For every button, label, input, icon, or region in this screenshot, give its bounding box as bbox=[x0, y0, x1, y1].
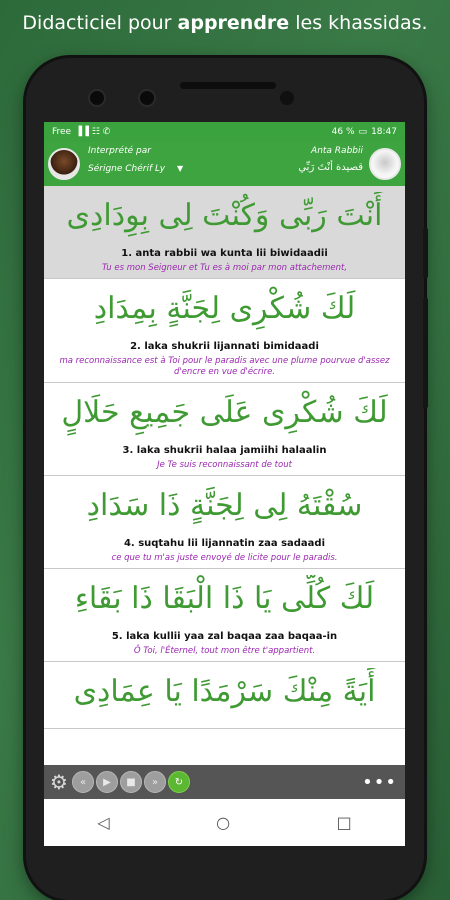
clock: 18:47 bbox=[371, 127, 397, 137]
chevron-down-icon[interactable]: ▼ bbox=[177, 164, 184, 173]
status-bar bbox=[44, 122, 405, 142]
verse-list[interactable] bbox=[44, 186, 405, 765]
more-options-icon[interactable]: ••• bbox=[362, 771, 397, 793]
verse-arabic: لَكَ شُكْرِى عَلَى جَمِيعِ حَلَالٍ bbox=[61, 395, 388, 430]
proximity-sensor bbox=[280, 91, 294, 105]
verse-translation: ce que tu m'as juste envoyé de licite pour le paradis. bbox=[111, 553, 338, 563]
verse-translation: Je Te suis reconnaissant de tout bbox=[157, 460, 292, 470]
phone-screen bbox=[44, 122, 405, 846]
previous-button[interactable]: « bbox=[72, 771, 94, 793]
verse-item[interactable] bbox=[44, 186, 405, 279]
verse-arabic: لَكَ شُكْرِى لِجَنَّةٍ بِمِدَادِ bbox=[93, 291, 356, 326]
verse-translation: ma reconnaissance est à Toi pour le paradis avec une plume pourvue d'assez d'encre en vue d'écrire. bbox=[59, 356, 390, 377]
stop-button[interactable]: ■ bbox=[120, 771, 142, 793]
verse-arabic: أَنْتَ رَبِّى وَكُنْتَ لِى بِوِدَادِى bbox=[66, 198, 383, 233]
verse-transliteration: 3. laka shukrii halaa jamiihi halaalin bbox=[122, 445, 327, 456]
verse-item[interactable] bbox=[44, 476, 405, 569]
battery-icon: ▭ bbox=[358, 127, 368, 137]
play-button[interactable]: ▶ bbox=[96, 771, 118, 793]
carrier-label: Free bbox=[52, 127, 72, 137]
gear-icon[interactable]: ⚙ bbox=[50, 770, 68, 794]
verse-transliteration: 2. laka shukrii lijannati bimidaadi bbox=[130, 341, 319, 352]
promo-prefix: Didacticiel pour bbox=[22, 12, 178, 34]
verse-item[interactable] bbox=[44, 662, 405, 729]
verse-arabic: سُقْتَهُ لِى لِجَنَّةٍ ذَا سَدَادِ bbox=[86, 488, 363, 523]
verse-arabic: لَكَ كُلِّى يَا ذَا الْبَقَا ذَا بَقَاءِ bbox=[74, 581, 375, 616]
verse-arabic: أَيَةً مِنْكَ سَرْمَدًا يَا عِمَادِى bbox=[73, 674, 376, 709]
second-camera-icon bbox=[138, 89, 156, 107]
verse-item[interactable] bbox=[44, 279, 405, 383]
verse-item[interactable] bbox=[44, 569, 405, 662]
system-nav-bar bbox=[44, 799, 405, 846]
next-button[interactable]: » bbox=[144, 771, 166, 793]
front-camera-icon bbox=[88, 89, 106, 107]
promo-headline bbox=[0, 12, 450, 34]
verse-transliteration: 5. laka kullii yaa zal baqaa zaa baqaa-in bbox=[111, 631, 338, 642]
phone-top-bezel bbox=[26, 58, 424, 128]
player-controls bbox=[44, 765, 405, 799]
verse-transliteration: 1. anta rabbii wa kunta lii biwidaadii bbox=[121, 248, 328, 259]
verse-item[interactable] bbox=[44, 383, 405, 476]
app-bar bbox=[44, 142, 405, 186]
network-icons: ▐▐ ☷ ✆ bbox=[75, 127, 111, 137]
verse-translation: Tu es mon Seigneur et Tu es à moi par mon attachement, bbox=[101, 263, 348, 273]
verse-transliteration: 4. suqtahu lii lijannatin zaa sadaadi bbox=[123, 538, 326, 549]
promo-suffix: les khassidas. bbox=[289, 12, 428, 34]
back-icon[interactable]: ◁ bbox=[97, 813, 110, 832]
recents-icon[interactable]: □ bbox=[336, 813, 352, 832]
author-avatar[interactable] bbox=[369, 148, 401, 180]
battery-label: 46 % bbox=[331, 127, 355, 137]
verse-translation: Ô Toi, l'Éternel, tout mon être t'appartient. bbox=[133, 646, 316, 656]
power-button bbox=[423, 228, 428, 278]
interpreter-label: Interprété par bbox=[88, 146, 151, 156]
home-icon[interactable]: ○ bbox=[216, 813, 231, 832]
interpreter-select[interactable]: Sérigne Chérif Ly bbox=[88, 164, 166, 174]
volume-button bbox=[423, 298, 428, 408]
promo-bold: apprendre bbox=[177, 12, 290, 34]
khassida-title: Anta Rabbii bbox=[311, 146, 363, 156]
repeat-button[interactable]: ↻ bbox=[168, 771, 190, 793]
khassida-title-arabic: قصيدة أنْتَ رَبِّي bbox=[298, 162, 363, 173]
interpreter-avatar[interactable] bbox=[48, 148, 80, 180]
earpiece-speaker bbox=[180, 82, 276, 89]
